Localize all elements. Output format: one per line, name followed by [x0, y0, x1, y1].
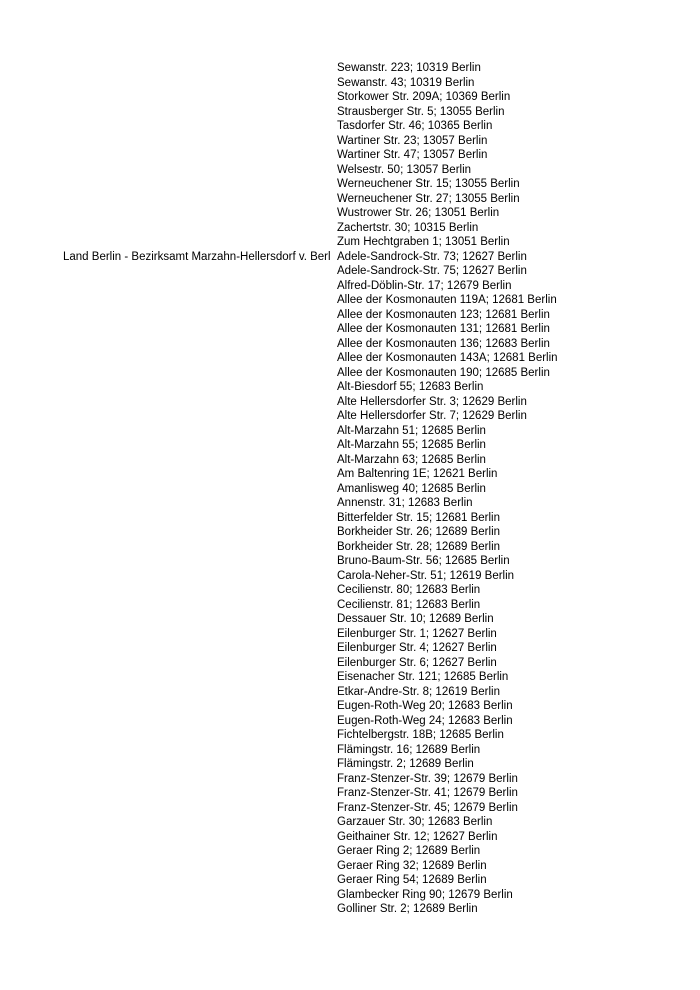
address-line: Alte Hellersdorfer Str. 7; 12629 Berlin — [337, 410, 527, 422]
address-line: Allee der Kosmonauten 119A; 12681 Berlin — [337, 294, 557, 306]
address-line: Alt-Marzahn 55; 12685 Berlin — [337, 439, 486, 451]
address-line: Garzauer Str. 30; 12683 Berlin — [337, 816, 493, 828]
address-line: Werneuchener Str. 27; 13055 Berlin — [337, 192, 520, 205]
address-line: Eugen-Roth-Weg 20; 12683 Berlin — [337, 700, 513, 712]
address-line: Alt-Marzahn 51; 12685 Berlin — [337, 424, 486, 437]
address-line: Franz-Stenzer-Str. 45; 12679 Berlin — [337, 801, 518, 814]
address-line: Sewanstr. 43; 10319 Berlin — [337, 76, 475, 89]
address-list — [337, 250, 700, 917]
address-line: Cecilienstr. 80; 12683 Berlin — [337, 584, 481, 596]
address-line: Alt-Marzahn 63; 12685 Berlin — [337, 453, 486, 466]
address-line: Geraer Ring 54; 12689 Berlin — [337, 874, 487, 886]
owner-group-row — [0, 250, 700, 917]
address-line: Strausberger Str. 5; 13055 Berlin — [337, 105, 505, 118]
address-line: Allee der Kosmonauten 123; 12681 Berlin — [337, 308, 550, 321]
address-line: Tasdorfer Str. 46; 10365 Berlin — [337, 120, 493, 132]
address-line: Borkheider Str. 26; 12689 Berlin — [337, 526, 501, 538]
address-line: Fichtelbergstr. 18B; 12685 Berlin — [337, 729, 504, 741]
address-line: Allee der Kosmonauten 190; 12685 Berlin — [337, 366, 550, 379]
address-line: Adele-Sandrock-Str. 75; 12627 Berlin — [337, 265, 527, 277]
address-line: Zum Hechtgraben 1; 13051 Berlin — [337, 236, 510, 248]
address-line: Eisenacher Str. 121; 12685 Berlin — [337, 671, 509, 683]
address-line: Allee der Kosmonauten 143A; 12681 Berlin — [337, 352, 558, 364]
address-line: Adele-Sandrock-Str. 73; 12627 Berlin — [337, 250, 527, 263]
address-line: Wartiner Str. 47; 13057 Berlin — [337, 149, 488, 161]
address-line: Zachertstr. 30; 10315 Berlin — [337, 221, 479, 234]
address-line: Allee der Kosmonauten 131; 12681 Berlin — [337, 323, 550, 335]
address-line: Storkower Str. 209A; 10369 Berlin — [337, 91, 511, 103]
address-line: Golliner Str. 2; 12689 Berlin — [337, 903, 478, 915]
address-line: Welsestr. 50; 13057 Berlin — [337, 163, 472, 176]
address-line: Eilenburger Str. 1; 12627 Berlin — [337, 627, 497, 640]
address-table — [0, 61, 700, 917]
address-line: Eugen-Roth-Weg 24; 12683 Berlin — [337, 714, 513, 727]
address-line: Cecilienstr. 81; 12683 Berlin — [337, 598, 481, 611]
address-line: Alt-Biesdorf 55; 12683 Berlin — [337, 381, 484, 393]
address-line: Wartiner Str. 23; 13057 Berlin — [337, 134, 488, 147]
address-line: Alfred-Döblin-Str. 17; 12679 Berlin — [337, 279, 512, 292]
address-line: Franz-Stenzer-Str. 39; 12679 Berlin — [337, 772, 518, 785]
address-line: Sewanstr. 223; 10319 Berlin — [337, 62, 481, 74]
address-line: Geraer Ring 2; 12689 Berlin — [337, 845, 481, 857]
address-list — [337, 61, 700, 250]
address-line: Flämingstr. 16; 12689 Berlin — [337, 743, 481, 756]
address-line: Geithainer Str. 12; 12627 Berlin — [337, 830, 498, 843]
address-line: Dessauer Str. 10; 12689 Berlin — [337, 613, 494, 625]
address-line: Geraer Ring 32; 12689 Berlin — [337, 859, 487, 872]
address-line: Eilenburger Str. 4; 12627 Berlin — [337, 642, 497, 654]
address-line: Wustrower Str. 26; 13051 Berlin — [337, 207, 500, 219]
address-line: Flämingstr. 2; 12689 Berlin — [337, 758, 474, 770]
address-line: Eilenburger Str. 6; 12627 Berlin — [337, 656, 497, 669]
address-line: Werneuchener Str. 15; 13055 Berlin — [337, 178, 520, 190]
address-line: Etkar-Andre-Str. 8; 12619 Berlin — [337, 685, 500, 698]
address-line: Annenstr. 31; 12683 Berlin — [337, 497, 473, 509]
address-line: Alte Hellersdorfer Str. 3; 12629 Berlin — [337, 395, 527, 408]
address-line: Amanlisweg 40; 12685 Berlin — [337, 482, 486, 495]
owner-group-row — [0, 61, 700, 250]
owner-label: Land Berlin - Bezirksamt Marzahn-Hellersdorf v. Berl — [63, 250, 331, 263]
address-line: Bruno-Baum-Str. 56; 12685 Berlin — [337, 555, 510, 567]
address-line: Borkheider Str. 28; 12689 Berlin — [337, 540, 501, 553]
address-line: Allee der Kosmonauten 136; 12683 Berlin — [337, 337, 550, 350]
address-line: Carola-Neher-Str. 51; 12619 Berlin — [337, 569, 515, 582]
address-line: Franz-Stenzer-Str. 41; 12679 Berlin — [337, 787, 518, 799]
address-line: Glambecker Ring 90; 12679 Berlin — [337, 888, 513, 901]
address-line: Am Baltenring 1E; 12621 Berlin — [337, 468, 498, 480]
address-line: Bitterfelder Str. 15; 12681 Berlin — [337, 511, 501, 524]
